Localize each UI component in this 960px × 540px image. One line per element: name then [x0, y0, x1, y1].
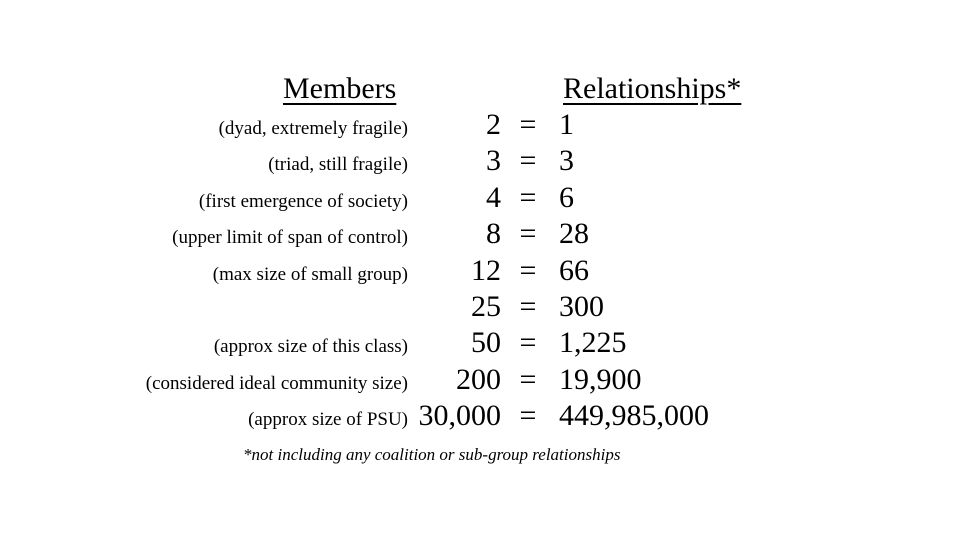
table-row: [0, 144, 960, 180]
relationships-value: 3: [559, 144, 574, 178]
table-row: [0, 217, 960, 253]
relationships-value: 1,225: [559, 326, 627, 360]
row-note: (upper limit of span of control): [172, 227, 408, 249]
relationships-value: 449,985,000: [559, 399, 709, 433]
relationships-value: 66: [559, 253, 589, 287]
table-row: [0, 181, 960, 217]
members-value: 3: [486, 144, 501, 178]
equals-sign: =: [519, 289, 537, 323]
members-value: 2: [486, 108, 501, 141]
table-row: [0, 108, 960, 144]
table-row: [0, 399, 960, 435]
members-value: 12: [471, 253, 501, 287]
row-note: (max size of small group): [212, 263, 408, 285]
row-note: (first emergence of society): [198, 190, 408, 212]
footnote: *not including any coalition or sub-group relationships: [243, 445, 621, 464]
equals-sign: =: [519, 217, 537, 251]
equals-sign: =: [519, 144, 537, 178]
row-note: (dyad, extremely fragile): [218, 118, 408, 139]
relationships-value: 300: [559, 289, 604, 323]
members-value: 25: [471, 289, 501, 323]
relationships-value: 6: [559, 180, 574, 214]
table-row: [0, 326, 960, 362]
relationships-value: 1: [559, 108, 574, 141]
members-value: 50: [471, 326, 501, 360]
equals-sign: =: [519, 180, 537, 214]
members-value: 200: [456, 362, 501, 396]
members-value: 8: [486, 217, 501, 251]
relationship-table: [0, 108, 960, 436]
row-note: (approx size of this class): [213, 336, 408, 358]
relationships-value: 19,900: [559, 362, 642, 396]
row-note: (triad, still fragile): [268, 154, 408, 176]
equals-sign: =: [519, 326, 537, 360]
members-value: 4: [486, 180, 501, 214]
equals-sign: =: [519, 253, 537, 287]
members-value: 30,000: [418, 399, 501, 433]
equals-sign: =: [519, 399, 537, 433]
equals-sign: =: [519, 362, 537, 396]
equals-sign: =: [519, 108, 537, 141]
relationships-header: Relationships*: [563, 72, 742, 105]
members-header: Members: [283, 72, 397, 105]
row-note: (approx size of PSU): [248, 409, 408, 431]
table-row: [0, 254, 960, 290]
table-row: [0, 363, 960, 399]
table-row: [0, 290, 960, 326]
row-note: (considered ideal community size): [145, 372, 408, 394]
relationships-value: 28: [559, 217, 589, 251]
